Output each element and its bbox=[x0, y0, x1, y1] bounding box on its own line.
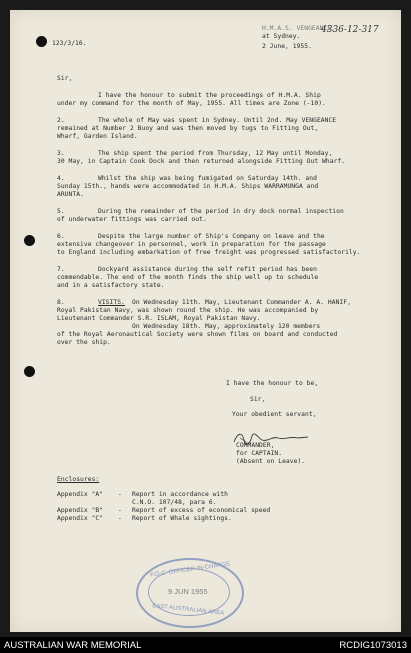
paragraph-number: 6. bbox=[57, 233, 65, 240]
footer-bar bbox=[0, 637, 411, 653]
enclosure-text: Report of Whale sightings. bbox=[132, 515, 232, 522]
closing-line-2: Sir, bbox=[250, 396, 266, 403]
enclosure-label: Appendix "A" bbox=[57, 491, 104, 498]
enclosure-text: Report of excess of economical speed bbox=[132, 507, 271, 514]
office-line-2: at Sydney. bbox=[262, 33, 301, 40]
paragraph-line: Royal Pakistan Navy, was shown round the ship. He was accompanied by bbox=[57, 307, 319, 314]
paragraph-line: Whilst the ship was being fumigated on Saturday 14th. and bbox=[98, 175, 317, 182]
signatory-absent: (Absent on Leave). bbox=[236, 458, 306, 465]
paragraph-line: Sunday 15th., hands were accommodated in H.M.A. Ships WARRAMUNGA and bbox=[57, 183, 319, 190]
paragraph-line: 30 May, in Captain Cook Dock and then returned alongside Fitting Out Wharf. bbox=[57, 158, 346, 165]
letter-date: 2 June, 1955. bbox=[262, 43, 312, 50]
paragraph-line: and in a satisfactory state. bbox=[57, 282, 165, 289]
salutation: Sir, bbox=[57, 75, 73, 82]
paragraph-line: over the ship. bbox=[57, 339, 111, 346]
paragraph-number: 3. bbox=[57, 150, 65, 157]
archive-number: 4336-12-317 bbox=[321, 25, 379, 35]
paragraph-line: of the Royal Aeronautical Society were shown films on board and conducted bbox=[57, 331, 338, 338]
visits-heading: VISITS. bbox=[98, 299, 125, 306]
paragraph-line: Lieutenant Commander S.R. ISLAM, Royal Pakistan Navy. bbox=[57, 315, 261, 322]
received-stamp bbox=[136, 558, 244, 628]
paragraph-line: ARUNTA. bbox=[57, 191, 84, 198]
stamp-date: 9 JUN 1955 bbox=[168, 587, 208, 596]
paragraph-number: 7. bbox=[57, 266, 65, 273]
enclosure-dash: - bbox=[118, 491, 122, 498]
stamp-top-text: F.O.C. OFFICER-IN-CHARGE bbox=[149, 561, 231, 579]
paragraph-line: The ship spent the period from Thursday, 12 May until Monday, bbox=[98, 150, 333, 157]
enclosure-dash: - bbox=[118, 515, 122, 522]
enclosure-dash: - bbox=[118, 507, 122, 514]
punch-hole-bottom bbox=[24, 366, 35, 377]
punch-hole-top bbox=[36, 36, 47, 47]
document-page bbox=[10, 10, 401, 632]
enclosure-text: C.N.O. 107/48, para 6. bbox=[132, 499, 217, 506]
paragraph-line: Wharf, Garden Island. bbox=[57, 133, 138, 140]
enclosure-label: Appendix "B" bbox=[57, 507, 104, 514]
stamp-bottom-text: EAST AUSTRALIAN AREA bbox=[151, 603, 225, 617]
paragraph-line: The whole of May was spent in Sydney. Until 2nd. May VENGEANCE bbox=[98, 117, 337, 124]
footer-source: AUSTRALIAN WAR MEMORIAL bbox=[4, 640, 142, 651]
paragraph-number: 4. bbox=[57, 175, 65, 182]
enclosure-label: Appendix "C" bbox=[57, 515, 104, 522]
paragraph-line: remained at Number 2 Buoy and was then moved by tugs to Fitting Out, bbox=[57, 125, 319, 132]
paragraph-number: 8. bbox=[57, 299, 65, 306]
paragraph-line: to England including embarkation of free freight was progressed satisfactorily. bbox=[57, 249, 361, 256]
closing-line-3: Your obedient servant, bbox=[232, 411, 317, 418]
office-line-1: H.M.A.S. VENGEANCE, bbox=[262, 25, 335, 32]
intro-line-1: I have the honour to submit the proceedings of H.M.A. Ship bbox=[98, 92, 321, 99]
closing-line-1: I have the honour to be, bbox=[226, 380, 319, 387]
enclosure-text: Report in accordance with bbox=[132, 491, 229, 498]
paragraph-line: On Wednesday 11th. May, Lieutenant Commander A. A. HANIF, bbox=[132, 299, 351, 306]
paragraph-line: Despite the large number of Ship's Company on leave and the bbox=[98, 233, 325, 240]
footer-id: RCDIG1073013 bbox=[339, 640, 407, 651]
paragraph-number: 5. bbox=[57, 208, 65, 215]
signatory-for: for CAPTAIN. bbox=[236, 450, 283, 457]
paragraph-line: commendable. The end of the month finds the ship well up to schedule bbox=[57, 274, 319, 281]
punch-hole-middle bbox=[24, 235, 35, 246]
intro-line-2: under my command for the month of May, 1955. All times are Zone (-10). bbox=[57, 100, 326, 107]
paragraph-line: During the remainder of the period in dry dock normal inspection bbox=[98, 208, 344, 215]
signatory-rank: COMMANDER, bbox=[236, 442, 275, 449]
paragraph-line: On Wednesday 18th. May, approximately 120 members bbox=[132, 323, 321, 330]
paragraph-number: 2. bbox=[57, 117, 65, 124]
paragraph-line: of underwater fittings was carried out. bbox=[57, 216, 207, 223]
paragraph-line: Dockyard assistance during the self refit period has been bbox=[98, 266, 317, 273]
enclosures-heading: Enclosures: bbox=[57, 476, 100, 483]
reference-number: 123/3/16. bbox=[52, 40, 87, 47]
paragraph-line: extensive changeover in personnel, work in preparation for the passage bbox=[57, 241, 326, 248]
